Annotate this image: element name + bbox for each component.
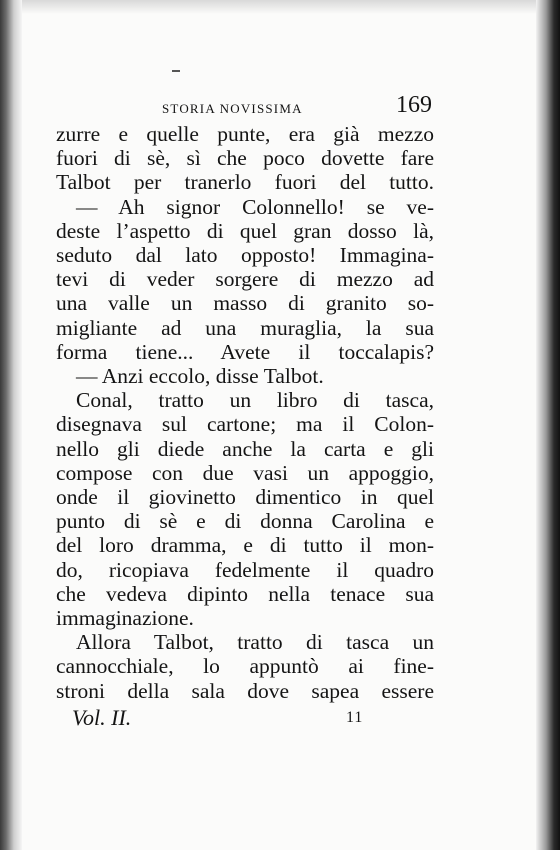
printer-mark [172, 70, 180, 72]
text-line: — Anzi eccolo, disse Talbot. [76, 364, 324, 389]
text-line: una valle un masso di granito so- [56, 291, 434, 316]
text-line: immaginazione. [56, 606, 194, 631]
text-line: Talbot per tranerlo fuori del tutto. [56, 170, 434, 195]
text-line: del loro dramma, e di tutto il mon- [56, 533, 434, 558]
text-line: seduto dal lato opposto! Immagina- [56, 243, 434, 268]
page-edge-shadow [536, 0, 560, 850]
text-line: cannocchiale, lo appuntò ai fine- [56, 654, 434, 679]
body-text [56, 122, 434, 703]
page-top-shadow [0, 0, 560, 14]
text-line: onde il giovinetto dimentico in quel [56, 485, 434, 510]
text-block [56, 92, 434, 733]
text-line: stroni della sala dove sapea essere [56, 678, 434, 703]
text-line: Conal, tratto un libro di tasca, [76, 388, 434, 413]
gathering-mark: 11 [346, 708, 364, 726]
printer-signature [56, 705, 434, 733]
text-line: fuori di sè, sì che poco dovette fare [56, 146, 434, 171]
text-line: disegnava sul cartone; ma il Colon- [56, 412, 434, 437]
running-title: STORIA NOVISSIMA [162, 101, 303, 116]
running-head [56, 92, 434, 122]
text-line: zurre e quelle punte, era già mezzo [56, 122, 434, 146]
page-number: 169 [396, 92, 432, 118]
text-line: tevi di veder sorgere di mezzo ad [56, 267, 434, 292]
text-line: — Ah signor Colonnello! se ve- [76, 194, 434, 219]
text-line: deste l’aspetto di quel gran dosso là, [56, 218, 434, 243]
text-line: che vedeva dipinto nella tenace sua [56, 581, 434, 606]
text-line: do, ricopiava fedelmente il quadro [56, 557, 434, 582]
text-line: punto di sè e di donna Carolina e [56, 509, 434, 534]
text-line: migliante ad una muraglia, la sua [56, 315, 434, 340]
volume-signature: Vol. II. [72, 704, 132, 730]
text-line: Allora Talbot, tratto di tasca un [76, 630, 434, 655]
text-line: forma tiene... Avete il toccalapis? [56, 339, 434, 364]
binding-shadow [0, 0, 22, 850]
text-line: nello gli diede anche la carta e gli [56, 436, 434, 461]
text-line: compose con due vasi un appoggio, [56, 460, 434, 485]
